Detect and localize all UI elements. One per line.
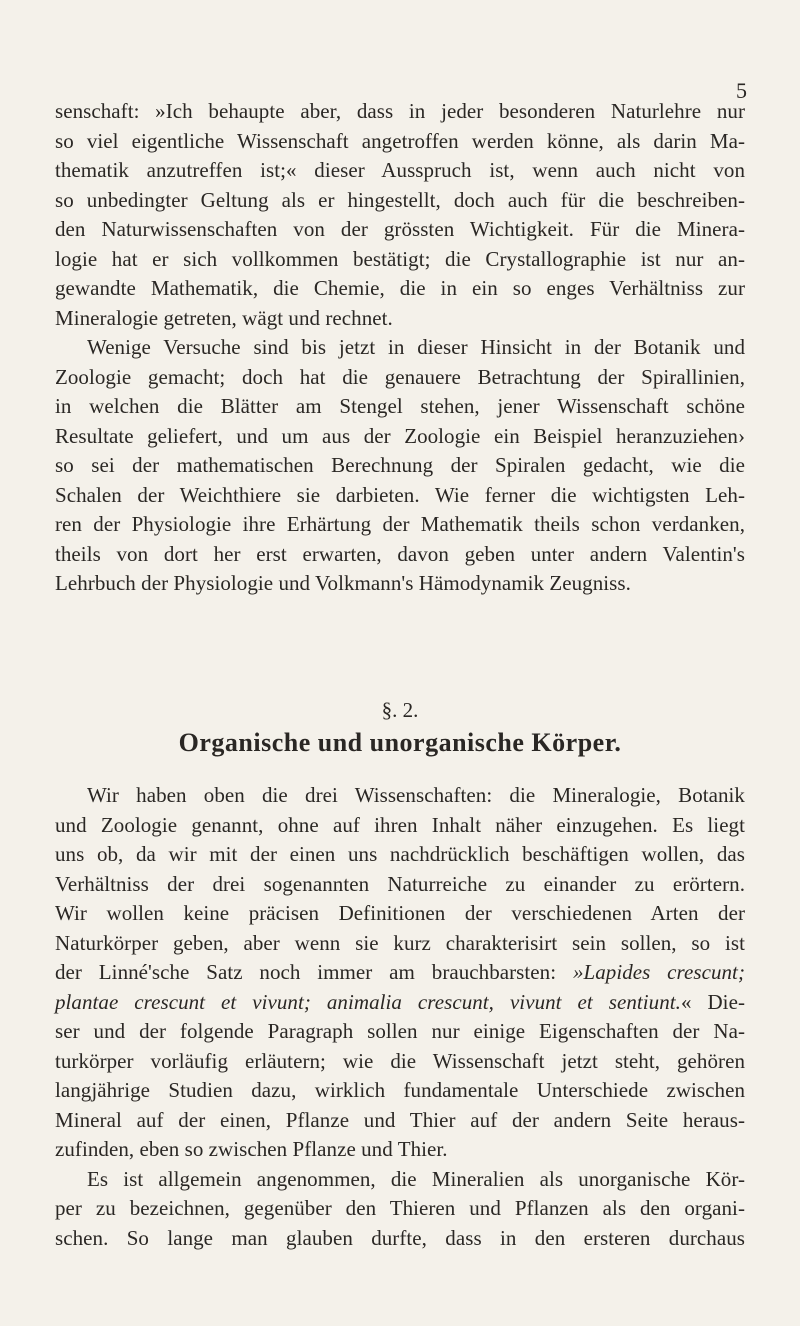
text-line [55, 988, 745, 1018]
text-line: Schalen der Weichthiere sie darbieten. Wie ferner die wichtigsten Leh- [55, 482, 745, 507]
quotation-latin: plantae crescunt et vivunt; animalia crescunt, vivunt et sentiunt. [55, 989, 681, 1014]
text-line: uns ob, da wir mit der einen uns nachdrücklich beschäftigen wollen, das [55, 842, 745, 866]
text-line: Mineralogie getreten, wägt und rechnet. [55, 305, 393, 330]
text-line: Naturkörper geben, aber wenn sie kurz charakterisirt sein sollen, so ist [55, 930, 745, 955]
text-line [55, 958, 745, 988]
text-fragment: Die- [707, 989, 745, 1014]
text-line: schen. So lange man glauben durfte, dass in den ersteren durchaus [55, 1225, 745, 1250]
section-number: §. 2. [381, 698, 419, 722]
text-block-top [55, 97, 745, 599]
paragraph-4 [55, 1165, 745, 1254]
text-line: ren der Physiologie ihre Erhärtung der Mathematik theils schon verdanken, [55, 512, 745, 536]
page-number: 5 [736, 78, 747, 103]
text-line: turkörper vorläufig erläutern; wie die Wissenschaft jetzt steht, gehören [55, 1048, 745, 1073]
text-line: Wir wollen keine präcisen Definitionen der verschiedenen Arten der [55, 901, 745, 925]
paragraph-3 [55, 781, 745, 1165]
text-line: und Zoologie genannt, ohne auf ihren Inhalt näher einzugehen. Es liegt [55, 812, 745, 837]
text-line: in welchen die Blätter am Stengel stehen, jener Wissenschaft schöne [55, 394, 745, 418]
text-line: gewandte Mathematik, die Chemie, die in ein so enges Verhältniss zur [55, 276, 745, 300]
text-line: thematik anzutreffen ist;« dieser Ausspruch ist, wenn auch nicht von [55, 158, 745, 182]
text-line: ser und der folgende Paragraph sollen nur einige Eigenschaften der Na- [55, 1019, 745, 1043]
section-heading: Organische und unorganische Körper. [178, 728, 622, 757]
text-fragment: der Linné'sche Satz noch immer am brauchbarsten: [55, 960, 557, 984]
text-line: Wir haben oben die drei Wissenschaften: die Mineralogie, Botanik [87, 783, 745, 807]
paragraph-2 [55, 333, 745, 599]
text-line: so viel eigentliche Wissenschaft angetroffen werden könne, als darin Ma- [55, 128, 745, 153]
text-line: Wenige Versuche sind bis jetzt in dieser Hinsicht in der Botanik und [87, 335, 745, 359]
text-line: logie hat er sich vollkommen bestätigt; die Crystallographie ist nur an- [55, 246, 745, 271]
quotation-latin: »Lapides crescunt; [572, 960, 745, 984]
quote-close-mark: « [680, 989, 692, 1014]
text-line: den Naturwissenschaften von der grössten Wichtigkeit. Für die Minera- [55, 217, 745, 241]
text-line: Zoologie gemacht; doch hat die genauere Betrachtung der Spirallinien, [55, 364, 745, 389]
text-line: Es ist allgemein angenommen, die Mineralien als unorganische Kör- [87, 1166, 745, 1191]
text-line: zufinden, eben so zwischen Pflanze und Thier. [55, 1137, 448, 1161]
text-line: Lehrbuch der Physiologie und Volkmann's Hämodynamik Zeugniss. [55, 571, 631, 595]
text-line: so unbedingter Geltung als er hingestellt, doch auch für die beschreiben- [55, 187, 745, 212]
text-line: Resultate geliefert, und um aus der Zoologie ein Beispiel heranzuziehen› [55, 423, 745, 448]
text-line: langjährige Studien dazu, wirklich fundamentale Unterschiede zwischen [55, 1078, 745, 1102]
text-line: senschaft: »Ich behaupte aber, dass in jeder besonderen Naturlehre nur [55, 99, 745, 123]
text-line: Verhältniss der drei sogenannten Naturreiche zu einander zu erörtern. [55, 871, 745, 896]
text-line: per zu bezeichnen, gegenüber den Thieren und Pflanzen als den organi- [55, 1196, 745, 1220]
text-block-bottom [55, 781, 745, 1253]
paragraph-1 [55, 97, 745, 333]
text-line: theils von dort her erst erwarten, davon geben unter andern Valentin's [55, 541, 745, 566]
text-line: so sei der mathematischen Berechnung der Spiralen gedacht, wie die [55, 453, 745, 477]
text-line: Mineral auf der einen, Pflanze und Thier auf der andern Seite heraus- [55, 1107, 745, 1132]
